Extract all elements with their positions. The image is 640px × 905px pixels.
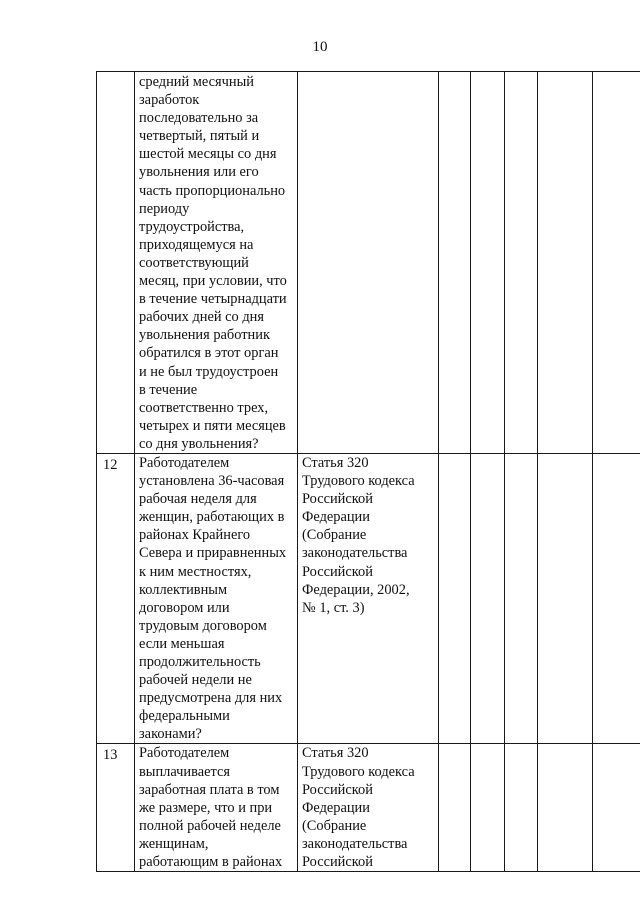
requirement-cell: Работодателем выплачивается заработная плата в том же размере, что и при полной рабочей неделе женщинам, работающим в районах	[135, 744, 298, 872]
row-number-cell: 12	[97, 453, 135, 744]
answer-yes-cell	[439, 72, 471, 454]
empty-cell	[538, 72, 593, 454]
answer-yes-cell	[439, 453, 471, 744]
requirement-cell: средний месячный заработок последовательно за четвертый, пятый и шестой месяцы со дня увольнения или его часть пропорционально периоду трудоустройства, приходящемуся на соответствующий месяц, при условии, что в течение четырнадцати рабочих дней со дня увольнения работник обратился в этот орган и не был трудоустроен в течение соответственно трех, четырех и пяти месяцев со дня увольнения?	[135, 72, 298, 454]
legal-reference-cell: Статья 320 Трудового кодекса Российской Федерации (Собрание законодательства Российской Федерации, 2002, № 1, ст. 3)	[298, 453, 439, 744]
answer-not-applicable-cell	[505, 453, 538, 744]
notes-cell	[593, 744, 640, 872]
notes-cell	[593, 72, 640, 454]
answer-no-cell	[471, 72, 505, 454]
row-number-cell: 13	[97, 744, 135, 872]
answer-yes-cell	[439, 744, 471, 872]
answer-not-applicable-cell	[505, 72, 538, 454]
page-number: 10	[312, 39, 328, 55]
legal-reference-cell	[298, 72, 439, 454]
notes-cell	[593, 453, 640, 744]
row-number-cell	[97, 72, 135, 454]
requirement-cell: Работодателем установлена 36-часовая рабочая неделя для женщин, работающих в районах Крайнего Севера и приравненных к ним местностях, коллективным договором или трудовым договором если меньшая продолжительность рабочей недели не предусмотрена для них федеральными законами?	[135, 453, 298, 744]
table-row	[97, 744, 640, 872]
answer-no-cell	[471, 744, 505, 872]
table-row	[97, 72, 640, 454]
answer-no-cell	[471, 453, 505, 744]
legal-reference-cell: Статья 320 Трудового кодекса Российской Федерации (Собрание законодательства Российской	[298, 744, 439, 872]
table-row	[97, 453, 640, 744]
empty-cell	[538, 453, 593, 744]
empty-cell	[538, 744, 593, 872]
answer-not-applicable-cell	[505, 744, 538, 872]
checklist-table	[96, 71, 640, 872]
